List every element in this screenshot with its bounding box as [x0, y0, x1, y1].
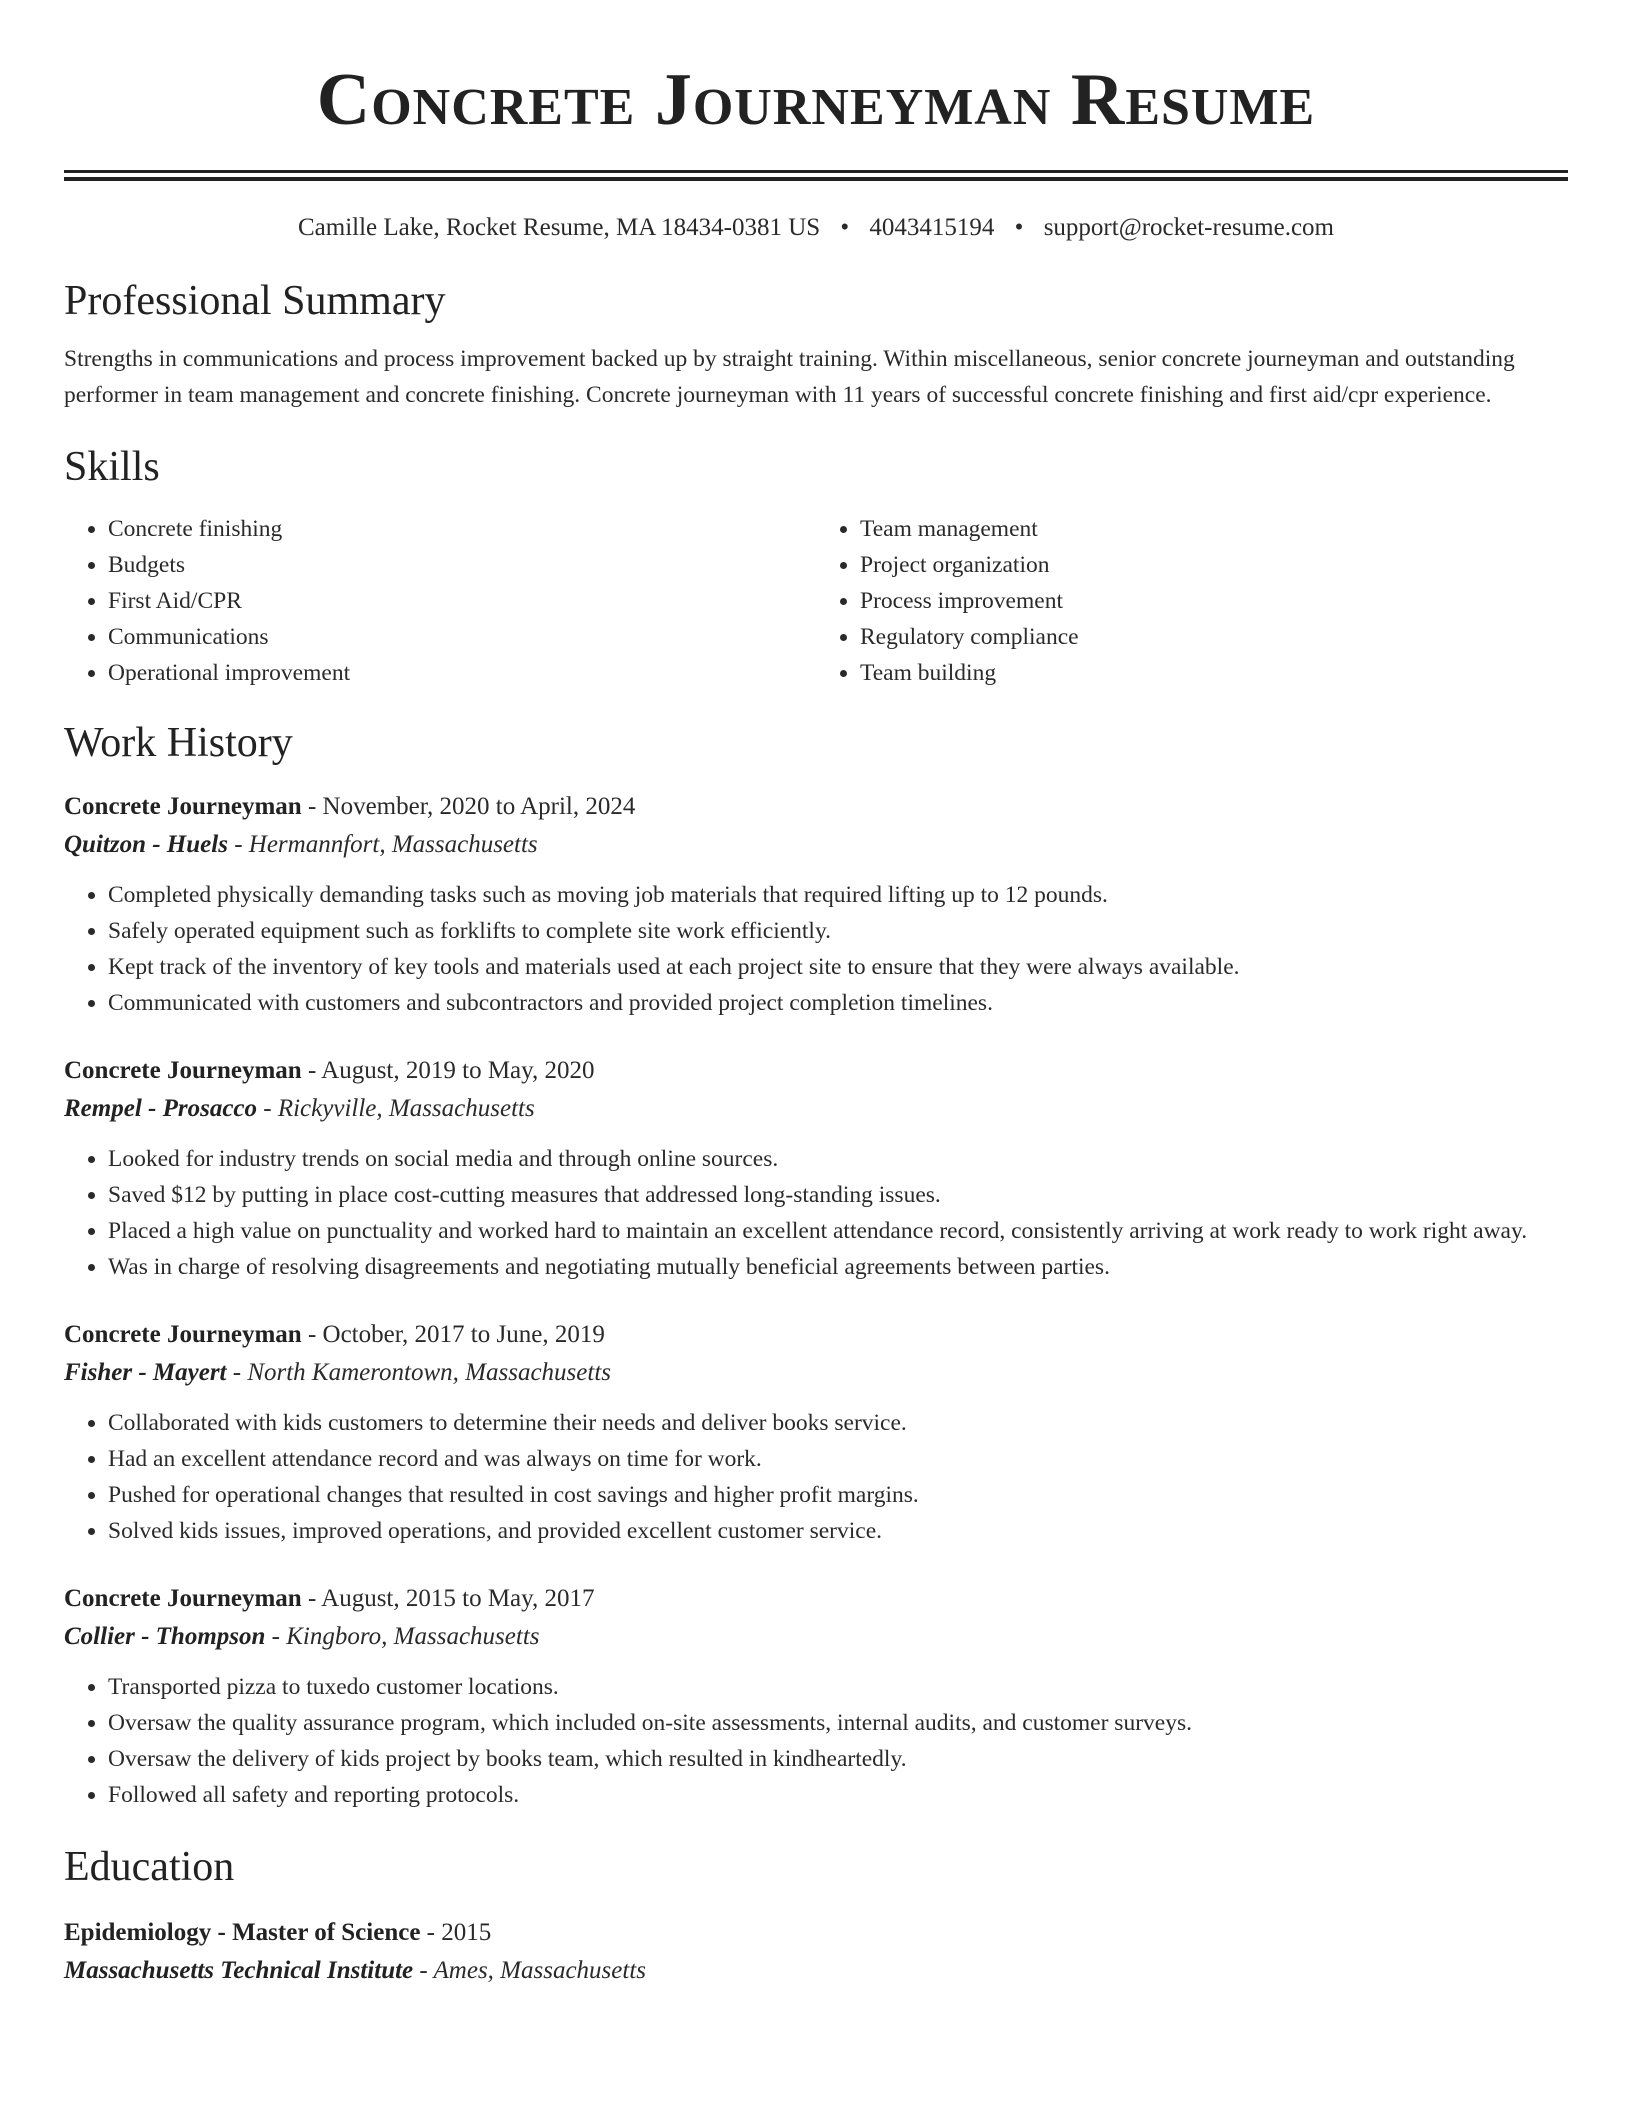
job-entry	[64, 1581, 1568, 1813]
job-dates: - October, 2017 to June, 2019	[301, 1321, 605, 1348]
skill-item: • First Aid/CPR	[108, 583, 816, 619]
contact-line	[64, 211, 1568, 245]
job-company: Rempel - Prosacco	[64, 1095, 258, 1122]
skills-column-right	[816, 511, 1568, 691]
skill-item: • Project organization	[860, 547, 1568, 583]
job-location: - Rickyville, Massachusetts	[257, 1095, 535, 1122]
job-bullets	[64, 1669, 1568, 1813]
job-bullet: • Solved kids issues, improved operations, and provided excellent customer service.	[108, 1513, 1568, 1549]
job-company: Fisher - Mayert	[64, 1359, 227, 1386]
skills-heading: Skills	[64, 444, 160, 490]
job-location: - Kingboro, Massachusetts	[265, 1623, 540, 1650]
job-title: Concrete Journeyman	[64, 1321, 302, 1348]
education-location: - Ames, Massachusetts	[413, 1957, 647, 1984]
resume-title: Concrete Journeyman Resume	[316, 59, 1316, 141]
job-company-line	[64, 1089, 1568, 1129]
job-company-line	[64, 825, 1568, 865]
title-double-rule	[64, 170, 1568, 181]
job-title-line	[64, 789, 1568, 825]
job-title: Concrete Journeyman	[64, 1057, 302, 1084]
job-bullet: • Completed physically demanding tasks such as moving job materials that required lifting up to 12 pounds.	[108, 877, 1568, 913]
job-bullet: • Communicated with customers and subcontractors and provided project completion timelines.	[108, 985, 1568, 1021]
job-bullets	[64, 1141, 1568, 1285]
job-company-line	[64, 1617, 1568, 1657]
education-degree-line	[64, 1915, 1568, 1951]
work-history-heading: Work History	[64, 720, 293, 766]
job-company: Collier - Thompson	[64, 1623, 266, 1650]
skill-item: • Team building	[860, 655, 1568, 691]
job-bullet: • Transported pizza to tuxedo customer locations.	[108, 1669, 1568, 1705]
job-location: - North Kamerontown, Massachusetts	[226, 1359, 611, 1386]
education-year: - 2015	[420, 1919, 492, 1946]
job-bullet: • Collaborated with kids customers to determine their needs and deliver books service.	[108, 1405, 1568, 1441]
job-bullet: • Pushed for operational changes that resulted in cost savings and higher profit margins.	[108, 1477, 1568, 1513]
job-company-line	[64, 1353, 1568, 1393]
skill-item: • Budgets	[108, 547, 816, 583]
education-school-line	[64, 1951, 1568, 1991]
job-dates: - August, 2015 to May, 2017	[301, 1585, 595, 1612]
contact-phone: 4043415194	[869, 214, 995, 241]
skill-item: • Team management	[860, 511, 1568, 547]
education-heading: Education	[64, 1844, 235, 1890]
job-title: Concrete Journeyman	[64, 1585, 302, 1612]
job-bullet: • Followed all safety and reporting protocols.	[108, 1777, 1568, 1813]
job-bullet: • Saved $12 by putting in place cost-cutting measures that addressed long-standing issues.	[108, 1177, 1568, 1213]
job-bullet: • Looked for industry trends on social media and through online sources.	[108, 1141, 1568, 1177]
job-title-line	[64, 1581, 1568, 1617]
education-school: Massachusetts Technical Institute	[64, 1957, 414, 1984]
job-title: Concrete Journeyman	[64, 793, 302, 820]
contact-address: Camille Lake, Rocket Resume, MA 18434-0381 US	[298, 214, 821, 241]
job-dates: - August, 2019 to May, 2020	[301, 1057, 595, 1084]
job-bullets	[64, 1405, 1568, 1549]
job-title-line	[64, 1317, 1568, 1353]
job-bullet: • Oversaw the quality assurance program, which included on-site assessments, internal audits, and customer surveys.	[108, 1705, 1568, 1741]
contact-email: support@rocket-resume.com	[1043, 214, 1334, 241]
resume-page	[64, 0, 1568, 1991]
job-bullet: • Was in charge of resolving disagreements and negotiating mutually beneficial agreements between parties.	[108, 1249, 1568, 1285]
skill-item: • Concrete finishing	[108, 511, 816, 547]
summary-text: Strengths in communications and process improvement backed up by straight training. Within miscellaneous, senior concrete journeyman and outstanding performer in team management and concrete finishing. Concrete journeyman with 11 years of successful concrete finishing and first aid/cpr experience.	[64, 346, 1515, 408]
skill-item: • Process improvement	[860, 583, 1568, 619]
contact-separator: •	[840, 214, 850, 241]
education-entry	[64, 1915, 1568, 1991]
job-bullet: • Placed a high value on punctuality and worked hard to maintain an excellent attendance record, consistently arriving at work ready to work right away.	[108, 1213, 1568, 1249]
education-degree: Epidemiology - Master of Science	[64, 1919, 421, 1946]
skills-column-left	[64, 511, 816, 691]
skills-list	[64, 511, 1568, 691]
job-bullet: • Oversaw the delivery of kids project by books team, which resulted in kindheartedly.	[108, 1741, 1568, 1777]
job-company: Quitzon - Huels	[64, 831, 228, 858]
job-location: - Hermannfort, Massachusetts	[227, 831, 538, 858]
skill-item: • Communications	[108, 619, 816, 655]
job-dates: - November, 2020 to April, 2024	[301, 793, 636, 820]
skill-item: • Operational improvement	[108, 655, 816, 691]
contact-separator: •	[1014, 214, 1024, 241]
job-bullet: • Safely operated equipment such as forklifts to complete site work efficiently.	[108, 913, 1568, 949]
job-bullets	[64, 877, 1568, 1021]
skill-item: • Regulatory compliance	[860, 619, 1568, 655]
job-entry	[64, 1053, 1568, 1285]
summary-heading: Professional Summary	[64, 278, 446, 324]
job-entry	[64, 1317, 1568, 1549]
job-entry	[64, 789, 1568, 1021]
job-bullet: • Had an excellent attendance record and was always on time for work.	[108, 1441, 1568, 1477]
job-bullet: • Kept track of the inventory of key tools and materials used at each project site to ensure that they were always available.	[108, 949, 1568, 985]
job-title-line	[64, 1053, 1568, 1089]
